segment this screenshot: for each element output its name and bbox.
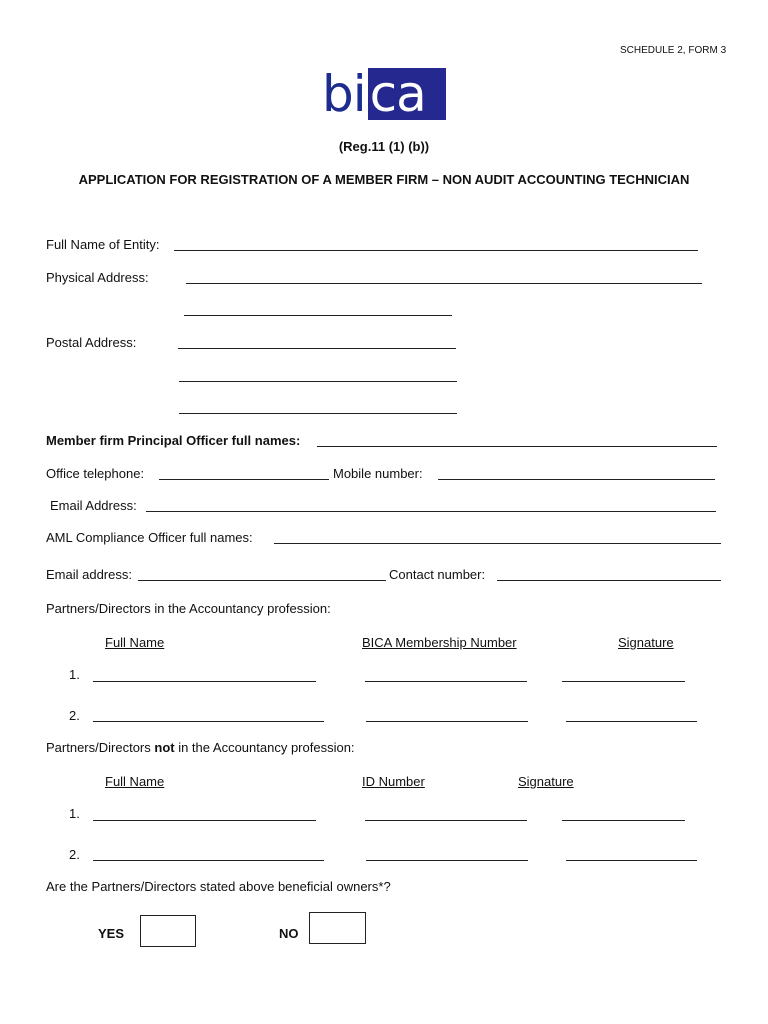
physical-address-field-2[interactable] (184, 315, 452, 316)
col-full-name: Full Name (105, 635, 165, 650)
partner-in-1-signature-field[interactable] (562, 681, 685, 682)
no-checkbox[interactable] (309, 912, 366, 944)
email-address-2-label: Email address: (46, 567, 132, 582)
partner-not-in-1-id-field[interactable] (365, 820, 527, 821)
bica-logo (322, 65, 446, 123)
postal-address-field-3[interactable] (179, 413, 457, 414)
heading-part: in the Accountancy profession: (174, 740, 355, 755)
row-number: 2. (69, 847, 80, 862)
mobile-number-field[interactable] (438, 479, 715, 480)
office-telephone-label: Office telephone: (46, 466, 145, 481)
contact-number-label: Contact number: (389, 567, 486, 582)
email-address-label: Email Address: (50, 498, 137, 513)
partners-not-in-heading (46, 740, 355, 755)
col-signature: Signature (618, 635, 674, 650)
contact-number-field[interactable] (497, 580, 721, 581)
regulation-ref: (Reg.11 (1) (b)) (338, 139, 430, 154)
principal-officer-field[interactable] (317, 446, 717, 447)
schedule-label: SCHEDULE 2, FORM 3 (620, 45, 727, 56)
physical-address-label: Physical Address: (46, 270, 149, 285)
col-full-name: Full Name (105, 774, 165, 789)
logo-letters-ca: ca (369, 65, 426, 123)
logo-letters-bi: bi (322, 65, 366, 123)
partner-not-in-2-signature-field[interactable] (566, 860, 697, 861)
entity-name-label: Full Name of Entity: (46, 237, 160, 252)
yes-checkbox[interactable] (140, 915, 196, 947)
partners-in-heading: Partners/Directors in the Accountancy profession: (46, 601, 331, 616)
partner-not-in-1-signature-field[interactable] (562, 820, 685, 821)
yes-label: YES (98, 926, 125, 941)
partner-not-in-1-name-field[interactable] (93, 820, 316, 821)
heading-part: Partners/Directors (46, 740, 155, 755)
row-number: 1. (69, 806, 80, 821)
postal-address-field-2[interactable] (179, 381, 457, 382)
office-telephone-field[interactable] (159, 479, 329, 480)
aml-officer-field[interactable] (274, 543, 721, 544)
heading-emphasis: not (154, 740, 175, 755)
aml-officer-label: AML Compliance Officer full names: (46, 530, 253, 545)
partner-in-1-name-field[interactable] (93, 681, 316, 682)
row-number: 1. (69, 667, 80, 682)
email-address-field[interactable] (146, 511, 716, 512)
entity-name-field[interactable] (174, 250, 698, 251)
no-label: NO (279, 926, 299, 941)
col-bica-number: BICA Membership Number (362, 635, 517, 650)
postal-address-field-1[interactable] (178, 348, 456, 349)
postal-address-label: Postal Address: (46, 335, 137, 350)
partner-in-2-signature-field[interactable] (566, 721, 697, 722)
partner-not-in-2-id-field[interactable] (366, 860, 528, 861)
beneficial-owners-question: Are the Partners/Directors stated above beneficial owners*? (46, 879, 391, 894)
form-title: APPLICATION FOR REGISTRATION OF A MEMBER FIRM – NON AUDIT ACCOUNTING TECHNICIAN (78, 172, 690, 187)
col-id-number: ID Number (362, 774, 425, 789)
row-number: 2. (69, 708, 80, 723)
partner-in-2-name-field[interactable] (93, 721, 324, 722)
col-signature: Signature (518, 774, 574, 789)
partner-in-1-bica-field[interactable] (365, 681, 527, 682)
partner-not-in-2-name-field[interactable] (93, 860, 324, 861)
email-address-2-field[interactable] (138, 580, 386, 581)
principal-officer-label: Member firm Principal Officer full names: (46, 433, 301, 448)
partner-in-2-bica-field[interactable] (366, 721, 528, 722)
logo-box (368, 65, 446, 123)
physical-address-field-1[interactable] (186, 283, 702, 284)
mobile-number-label: Mobile number: (333, 466, 423, 481)
